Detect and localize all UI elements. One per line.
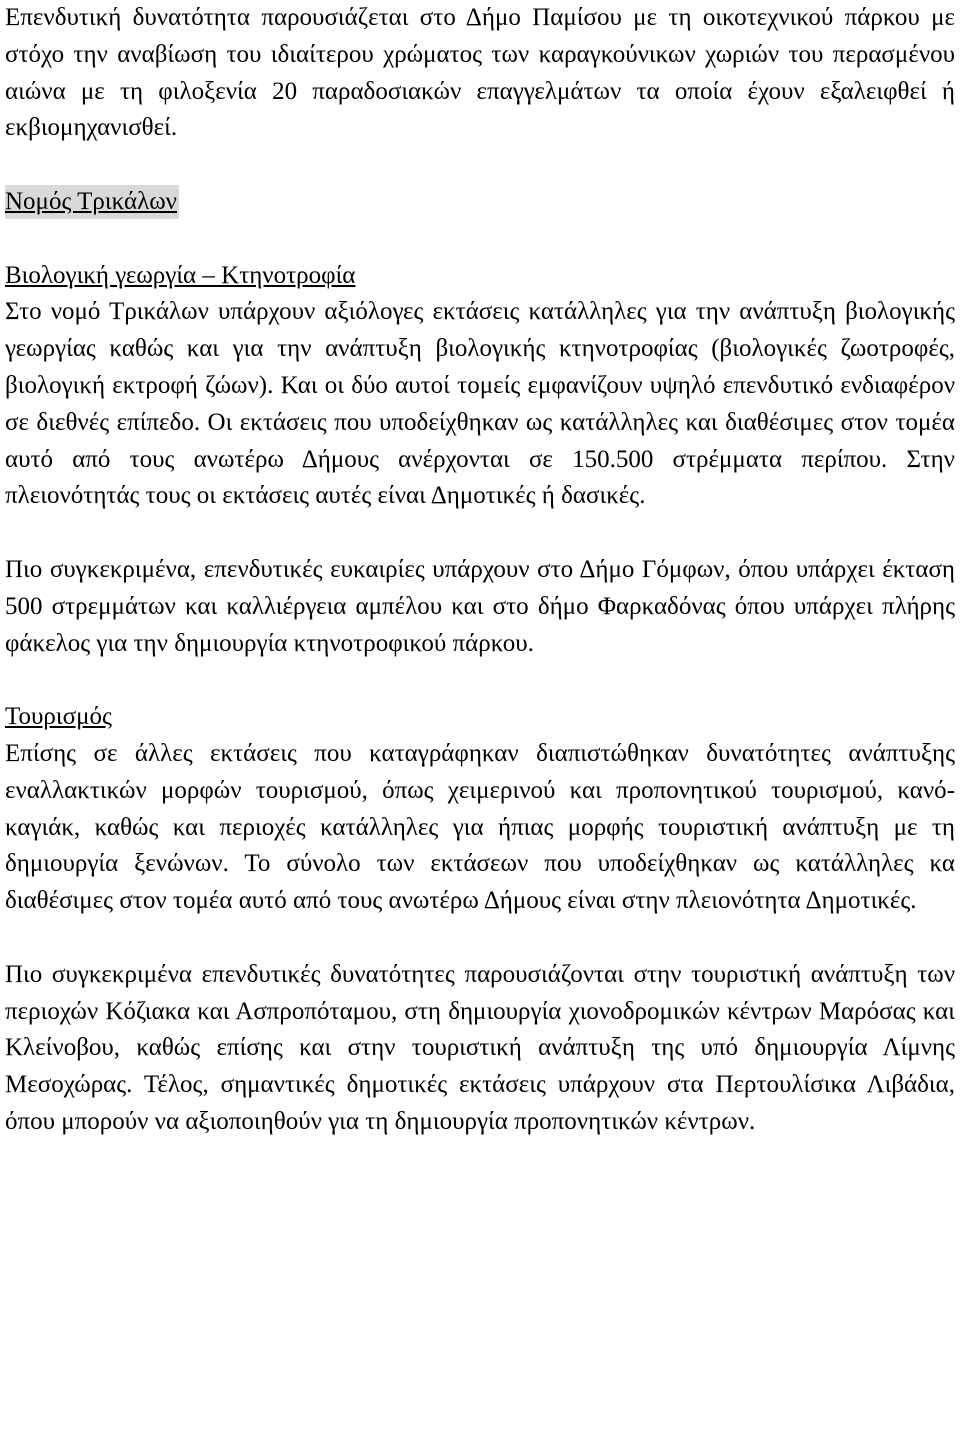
spacer	[5, 221, 955, 258]
organic-heading-line	[5, 258, 955, 295]
document-page	[5, 0, 955, 1141]
intro-paragraph: Επενδυτική δυνατότητα παρουσιάζεται στο Δήμο Παμίσου με τη οικοτεχνικού πάρκου με στόχο την αναβίωση του ιδιαίτερου χρώματος των καραγκούνικων χωριών του περασμένου αιώνα με τη φιλοξενία 20 παραδοσιακών επαγγελμάτων τα οποία έχουν εξαλειφθεί ή εκβιομηχανισθεί.	[5, 4, 955, 142]
organic-paragraph: Στο νομό Τρικάλων υπάρχουν αξιόλογες εκτάσεις κατάλληλες για την ανάπτυξη βιολογικής γεωργίας καθώς και για την ανάπτυξη βιολογικής κτηνοτροφίας (βιολογικές ζωοτροφές, βιολογική εκτροφή ζώων). Και οι δύο αυτοί τομείς εμφανίζουν υψηλό επενδυτικό ενδιαφέρον σε διεθνές επίπεδο. Οι εκτάσεις που υποδείχθηκαν ως κατάλληλες και διαθέσιμες στον τομέα αυτό από τους ανωτέρω Δήμους ανέρχονται σε 150.500 στρέμματα περίπου. Στην πλειονότητάς τους οι εκτάσεις αυτές είναι Δημοτικές ή δασικές.	[5, 298, 955, 510]
spacer	[5, 515, 955, 552]
section-heading-trikala	[5, 184, 955, 221]
spacer	[5, 920, 955, 957]
tourism-heading: Τουρισμός	[5, 703, 112, 731]
spacer	[5, 662, 955, 699]
section-title-trikala: Νομός Τρικάλων	[5, 185, 179, 219]
tourism-paragraph-2: Πιο συγκεκριμένα επενδυτικές δυνατότητες παρουσιάζονται στην τουριστική ανάπτυξη των περιοχών Κόζιακα και Ασπροπόταμου, στη δημιουργία χιονοδρομικών κέντρων Μαρόσας και Κλείνοβου, καθώς επίσης και στην τουριστική ανάπτυξη της υπό δημιουργία Λίμνης Μεσοχώρας. Τέλος, σημαντικές δημοτικές εκτάσεις υπάρχουν στα Περτουλίσικα Λιβάδια, όπου μπορούν να αξιοποιηθούν για τη δημιουργία προπονητικών κέντρων.	[5, 960, 955, 1135]
spacer	[5, 147, 955, 184]
tourism-paragraph: Επίσης σε άλλες εκτάσεις που καταγράφηκαν διαπιστώθηκαν δυνατότητες ανάπτυξης εναλλακτικών μορφών τουρισμού, όπως χειμερινού και προπονητικού τουρισμού, κανό-καγιάκ, καθώς και περιοχές κατάλληλες για ήπιας μορφής τουριστική ανάπτυξη με τη δημιουργία ξενώνων. Το σύνολο των εκτάσεων που υποδείχθηκαν ως κατάλληλες κα διαθέσιμες στον τομέα αυτό από τους ανωτέρω Δήμους είναι στην πλειονότητα Δημοτικές.	[5, 739, 955, 915]
organic-heading: Βιολογική γεωργία – Κτηνοτροφία	[5, 261, 356, 289]
organic-paragraph-2: Πιο συγκεκριμένα, επενδυτικές ευκαιρίες υπάρχουν στο Δήμο Γόμφων, όπου υπάρχει έκταση 500 στρεμμάτων και καλλιέργεια αμπέλου και στο δήμο Φαρκαδόνας όπου υπάρχει πλήρης φάκελος για την δημιουργία κτηνοτροφικού πάρκου.	[5, 555, 955, 657]
tourism-heading-line	[5, 699, 955, 736]
